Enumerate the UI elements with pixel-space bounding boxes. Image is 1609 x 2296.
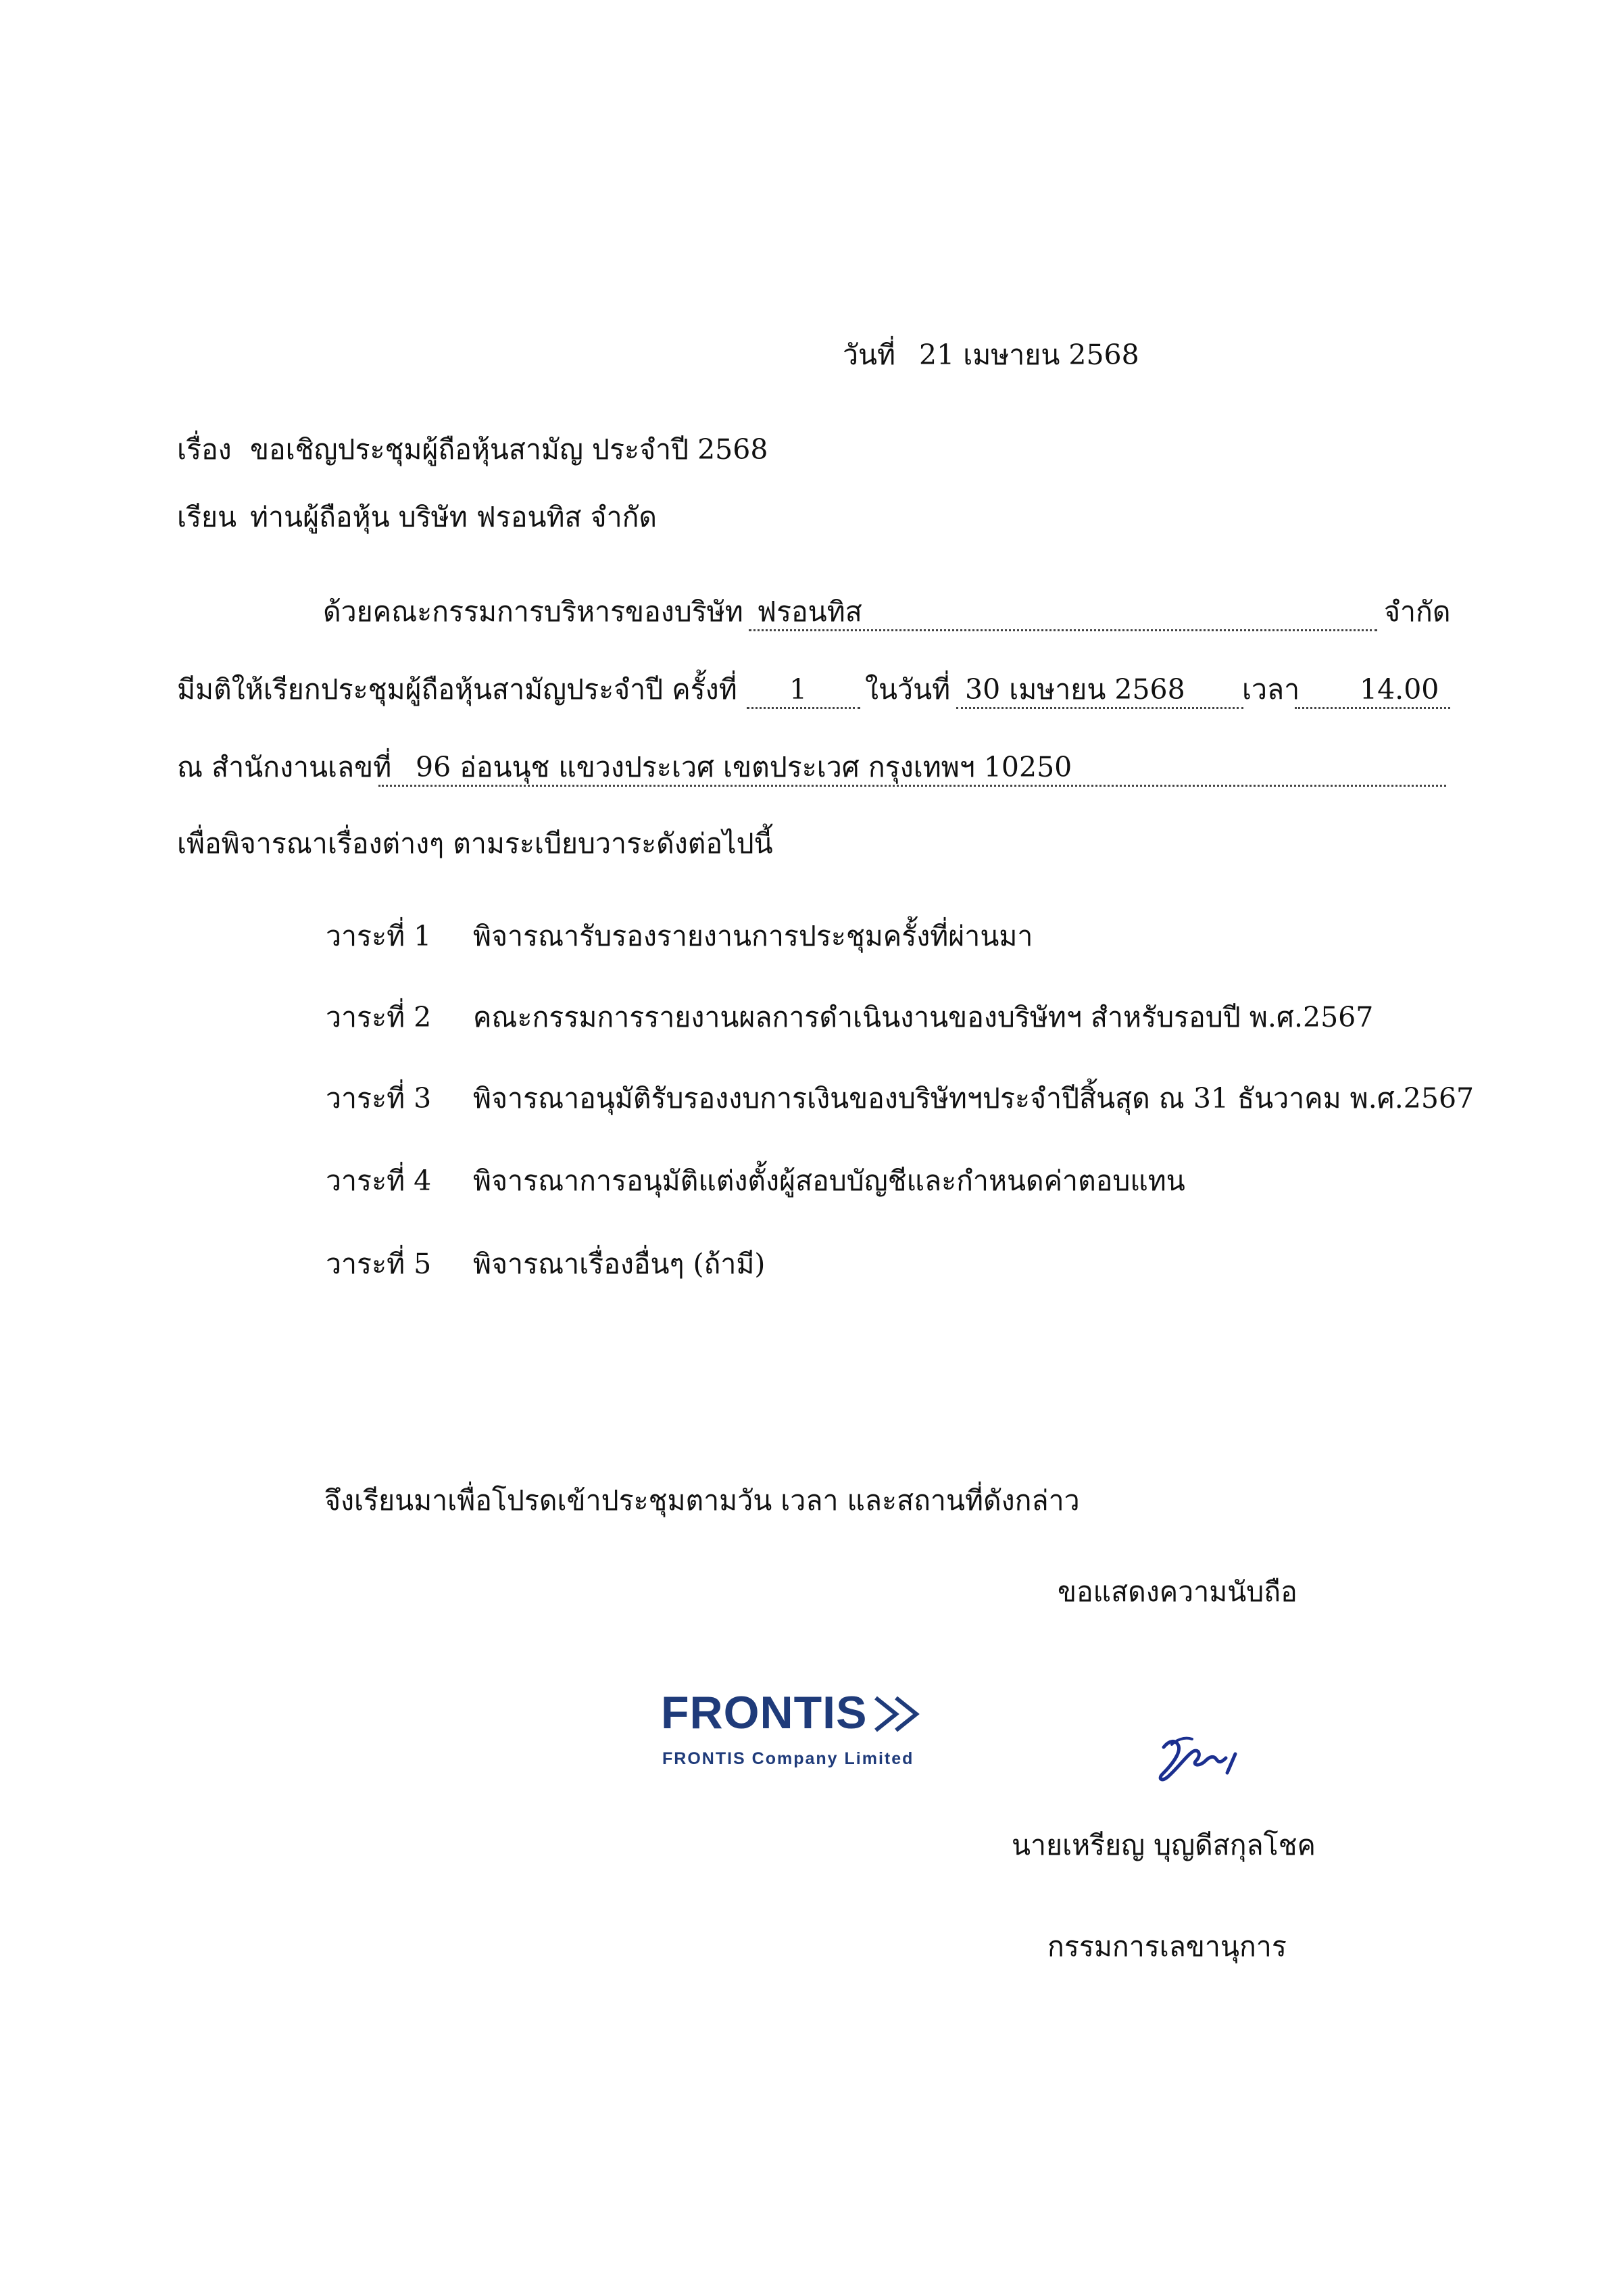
body-line1-prefix: ด้วยคณะกรรมการบริหารของบริษัท xyxy=(323,595,743,628)
agenda-label-1: วาระที่ 1 xyxy=(326,920,432,952)
body-line3-prefix: ณ สำนักงานเลขที่ xyxy=(177,751,392,783)
recipient-text: ท่านผู้ถือหุ้น บริษัท ฟรอนทิส จำกัด xyxy=(250,501,658,533)
subject-text: ขอเชิญประชุมผู้ถือหุ้นสามัญ ประจำปี 2568 xyxy=(250,433,768,466)
body-line1-suffix: จำกัด xyxy=(1384,595,1451,628)
date-label: วันที่ xyxy=(843,339,896,371)
agenda-text-1: พิจารณารับรองรายงานการประชุมครั้งที่ผ่านมา xyxy=(473,920,1033,952)
signatory-title: กรรมการเลขานุการ xyxy=(1047,1930,1287,1963)
agenda-label-5: วาระที่ 5 xyxy=(326,1248,432,1280)
regards-text: ขอแสดงความนับถือ xyxy=(1058,1576,1297,1608)
agenda-text-3: พิจารณาอนุมัติรับรองงบการเงินของบริษัทฯประจำปีสิ้นสุด ณ 31 ธันวาคม พ.ศ.2567 xyxy=(473,1082,1475,1115)
double-chevron-right-icon xyxy=(872,1694,924,1734)
meeting-date-fill-line xyxy=(956,707,1243,709)
office-address: 96 อ่อนนุช แขวงประเวศ เขตประเวศ กรุงเทพฯ 10250 xyxy=(416,751,1072,783)
company-name: ฟรอนทิส xyxy=(757,595,862,628)
signatory-name: นายเหรียญ บุญดีสกุลโชค xyxy=(1012,1829,1316,1861)
time-label: เวลา xyxy=(1242,673,1300,706)
logo-subtitle: FRONTIS Company Limited xyxy=(662,1749,914,1768)
meeting-time: 14.00 xyxy=(1360,673,1439,706)
agenda-text-5: พิจารณาเรื่องอื่นๆ (ถ้ามี) xyxy=(473,1248,766,1280)
company-fill-line xyxy=(749,629,1377,631)
agenda-label-3: วาระที่ 3 xyxy=(326,1082,432,1115)
closing-text: จึงเรียนมาเพื่อโปรดเข้าประชุมตามวัน เวลา และสถานที่ดังกล่าว xyxy=(324,1484,1080,1517)
address-fill-line xyxy=(378,785,1446,787)
subject-label: เรื่อง xyxy=(177,433,232,466)
agenda-text-4: พิจารณาการอนุมัติแต่งตั้งผู้สอบบัญชีและกำหนดค่าตอบแทน xyxy=(473,1165,1185,1197)
company-logo xyxy=(661,1687,931,1778)
meeting-number: 1 xyxy=(789,673,808,706)
handwritten-signature xyxy=(1149,1720,1257,1794)
date-value: 21 เมษายน 2568 xyxy=(919,339,1139,371)
meeting-number-fill-line xyxy=(747,707,860,709)
agenda-label-2: วาระที่ 2 xyxy=(326,1001,432,1033)
meeting-time-fill-line xyxy=(1295,707,1450,709)
logo-wordmark: FRONTIS xyxy=(661,1687,868,1738)
agenda-text-2: คณะกรรมการรายงานผลการดำเนินงานของบริษัทฯ สำหรับรอบปี พ.ศ.2567 xyxy=(473,1001,1374,1033)
agenda-label-4: วาระที่ 4 xyxy=(326,1165,432,1197)
body-line4: เพื่อพิจารณาเรื่องต่างๆ ตามระเบียบวาระดังต่อไปนี้ xyxy=(177,827,773,860)
meeting-date: 30 เมษายน 2568 xyxy=(965,673,1185,706)
date-label-inline: ในวันที่ xyxy=(865,673,951,706)
body-line2-prefix: มีมติให้เรียกประชุมผู้ถือหุ้นสามัญประจำปี ครั้งที่ xyxy=(177,673,737,706)
recipient-label: เรียน xyxy=(177,501,237,533)
